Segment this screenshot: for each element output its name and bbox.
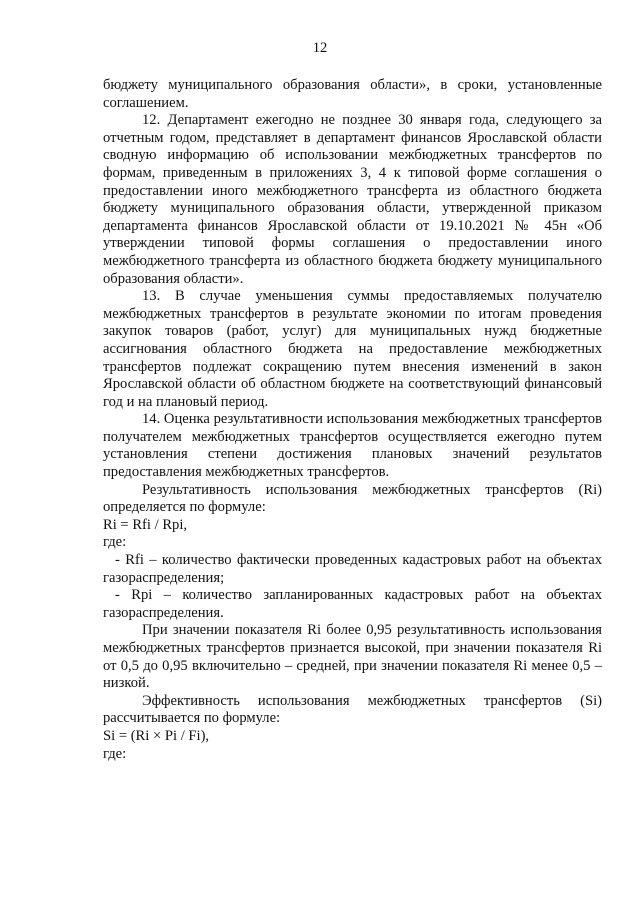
formula-ri: Ri = Rfi / Rpi, [103,516,188,533]
definition-rpi: - Rpi – количество запланированных кадастровых работ на объектах газораспределения. [103,587,602,621]
page-number: 12 [312,40,328,56]
paragraph-13: 13. В случае уменьшения суммы предоставляемых получателю межбюджетных трансфертов в результате экономии по итогам проведения закупок товаров (работ, услуг) для муниципальных нужд бюджетные ассигнования областного бюджета на предоставление межбюджетных трансфертов подлежат сокращению путем внесения изменений в закон Ярославской области об областном бюджете на соответствующий финансовый год и на плановый период. [103,288,602,410]
definition-rfi: - Rfi – количество фактически проведенных кадастровых работ на объектах газораспределения; [103,552,602,586]
paragraph-ri-values: При значении показателя Ri более 0,95 результативность использования межбюджетных трансфертов признается высокой, при значении показателя Ri от 0,5 до 0,95 включительно – средней, при значении показателя Ri менее 0,5 – низкой. [103,622,602,692]
paragraph-si-intro: Эффективность использования межбюджетных трансфертов (Si) рассчитывается по формуле: [103,692,602,727]
where-label-1: где: [103,534,127,551]
paragraph-12: 12. Департамент ежегодно не позднее 30 января года, следующего за отчетным годом, представляет в департамент финансов Ярославской области сводную информацию об использовании межбюджетных трансфертов по формам, приведенным в приложениях 3, 4 к типовой форме соглашения о предоставлении иного межбюджетного трансферта из областного бюджета бюджету муниципального образования области, утвержденной приказом департамента финансов Ярославской области от 19.10.2021 № 45н «Об утверждении типовой формы соглашения о предоставлении иного межбюджетного трансферта из областного бюджета бюджету муниципального образования области». [103,112,602,287]
document-body [103,77,602,763]
paragraph-continuation: бюджету муниципального образования области», в сроки, установленные соглашением. [103,77,602,111]
paragraph-ri-intro: Результативность использования межбюджетных трансфертов (Ri) определяется по формуле: [103,481,602,516]
paragraph-14: 14. Оценка результативности использования межбюджетных трансфертов получателем межбюджетных трансфертов осуществляется ежегодно путем установления степени достижения плановых значений результатов предоставления межбюджетных трансфертов. [103,411,602,481]
formula-si: Si = (Ri × Pi / Fi), [103,727,210,744]
where-label-2: где: [103,745,127,762]
